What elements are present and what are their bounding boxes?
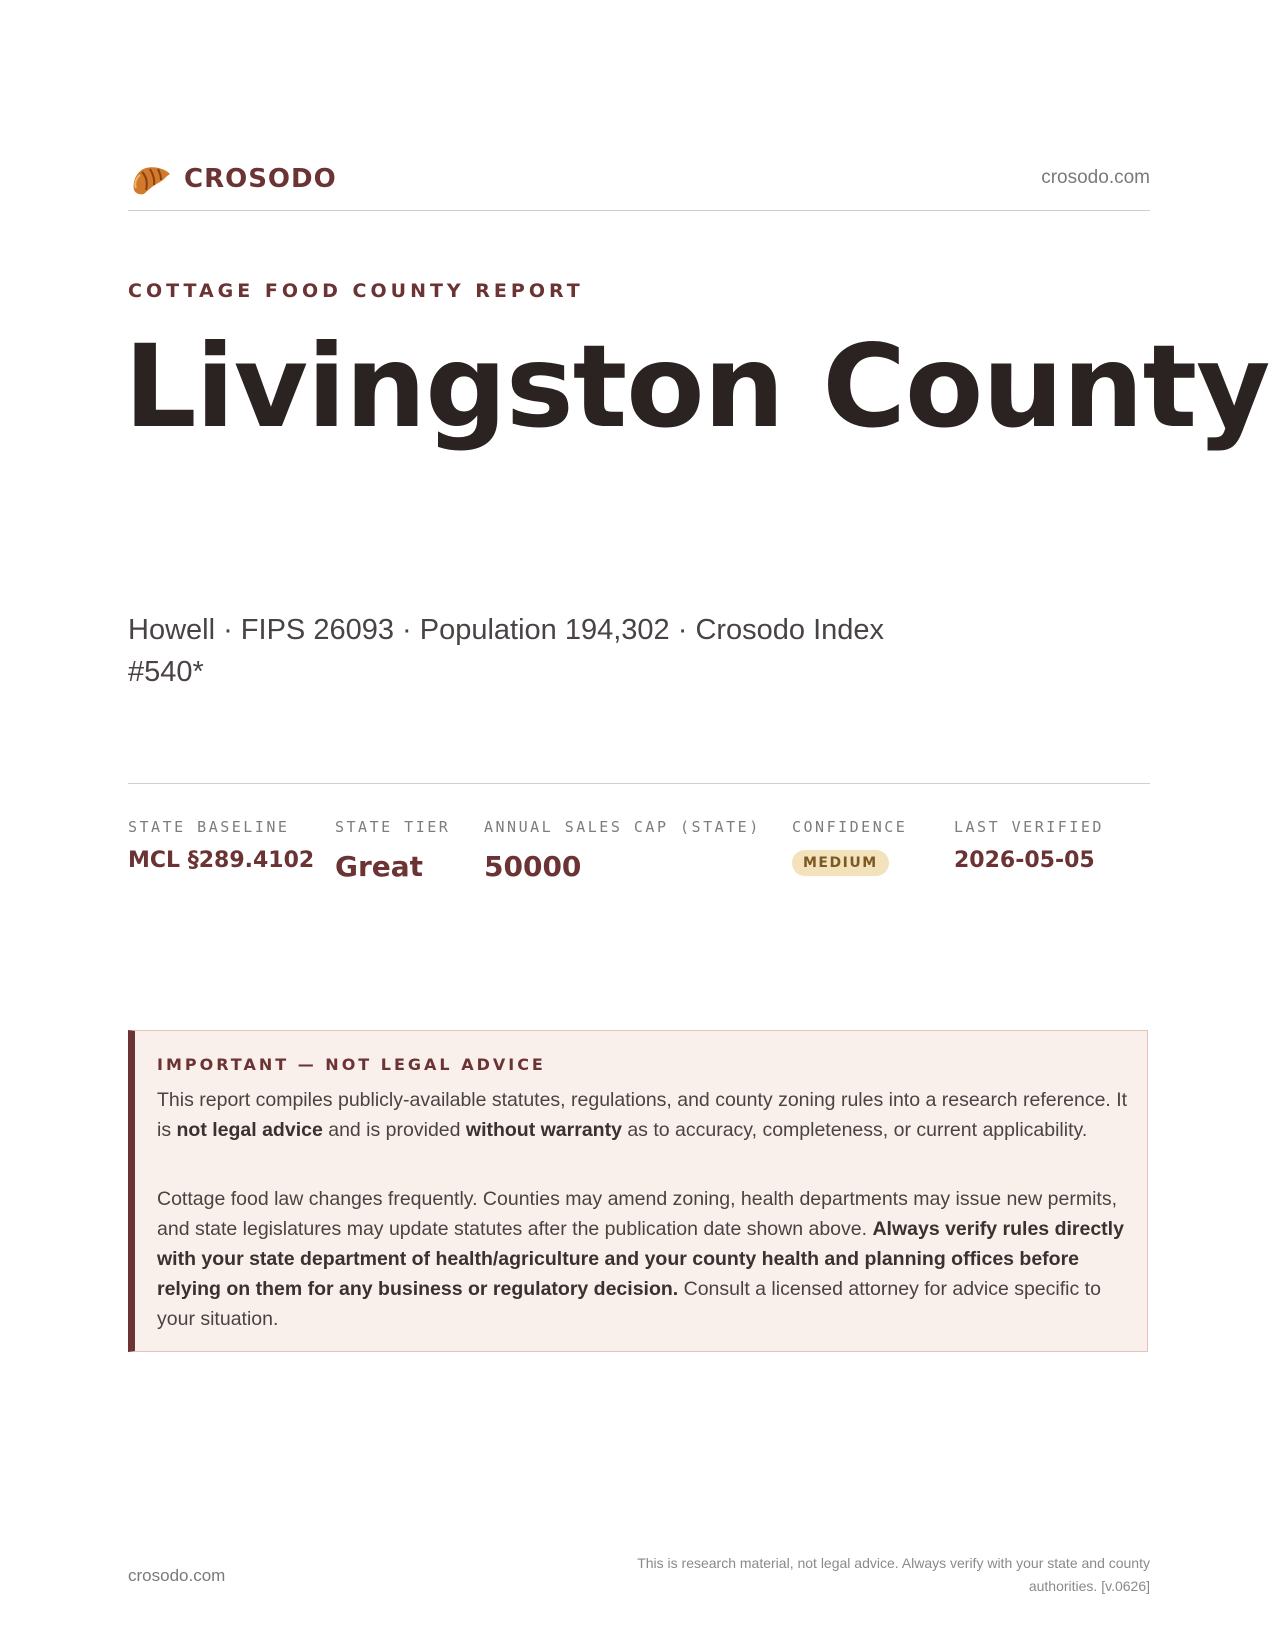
brand-name: CROSODO: [184, 164, 337, 194]
confidence-badge: MEDIUM: [792, 850, 889, 876]
stat-value: Great: [335, 850, 424, 883]
stat-value: MCL §289.4102: [128, 848, 315, 873]
notice-text: Consult a licensed attorney for advice specific to your situation.: [157, 1278, 1101, 1330]
stat-label: CONFIDENCE: [792, 818, 908, 836]
notice-emphasis: Always verify rules directly with your state department of health/agriculture and your county health and planning offices before relying on them for any business or regulatory decision.: [157, 1218, 1124, 1300]
notice-text: Cottage food law changes frequently. Counties may amend zoning, health departments may issue new permits, and state legislatures may update statutes after the publication date shown above.: [157, 1188, 1117, 1240]
stat-label: STATE BASELINE: [128, 818, 290, 836]
stat-label: STATE TIER: [335, 818, 451, 836]
notice-text: as to accuracy, completeness, or current applicability.: [621, 1119, 1088, 1141]
notice-emphasis: not legal advice: [176, 1119, 323, 1141]
notice-paragraph-2: [157, 1184, 1132, 1334]
stat-label: ANNUAL SALES CAP (STATE): [484, 818, 761, 836]
stat-state-tier: [335, 818, 450, 883]
page-title: Livingston County: [124, 320, 1270, 453]
stat-annual-sales-cap: [484, 818, 761, 883]
legal-notice: [128, 1030, 1148, 1352]
notice-heading: IMPORTANT — NOT LEGAL ADVICE: [157, 1055, 546, 1074]
site-url[interactable]: crosodo.com: [1041, 167, 1150, 188]
footer-url[interactable]: crosodo.com: [128, 1566, 226, 1585]
notice-emphasis: without warranty: [465, 1119, 622, 1141]
section-divider: [128, 783, 1150, 784]
footer-disclaimer: This is research material, not legal advice. Always verify with your state and county authorities. [v.0626]: [637, 1555, 1150, 1594]
stat-value: 50000: [484, 850, 582, 883]
croissant-icon: [130, 160, 172, 196]
county-subtitle: Howell · FIPS 26093 · Population 194,302 · Crosodo Index #540*: [128, 614, 885, 688]
header-divider: [128, 210, 1150, 211]
stat-confidence: [792, 818, 907, 876]
report-eyebrow: COTTAGE FOOD COUNTY REPORT: [128, 280, 584, 302]
stat-value: 2026-05-05: [954, 848, 1095, 873]
notice-text: and is provided: [322, 1119, 466, 1141]
stat-label: LAST VERIFIED: [954, 818, 1104, 836]
notice-paragraph-1: [157, 1085, 1132, 1145]
stat-last-verified: [954, 818, 1104, 873]
report-page: [124, 0, 1270, 1650]
stat-state-baseline: [128, 818, 314, 873]
header: [128, 158, 1150, 204]
notice-text: This report compiles publicly-available statutes, regulations, and county zoning rules into a research reference. It is: [157, 1089, 1128, 1141]
